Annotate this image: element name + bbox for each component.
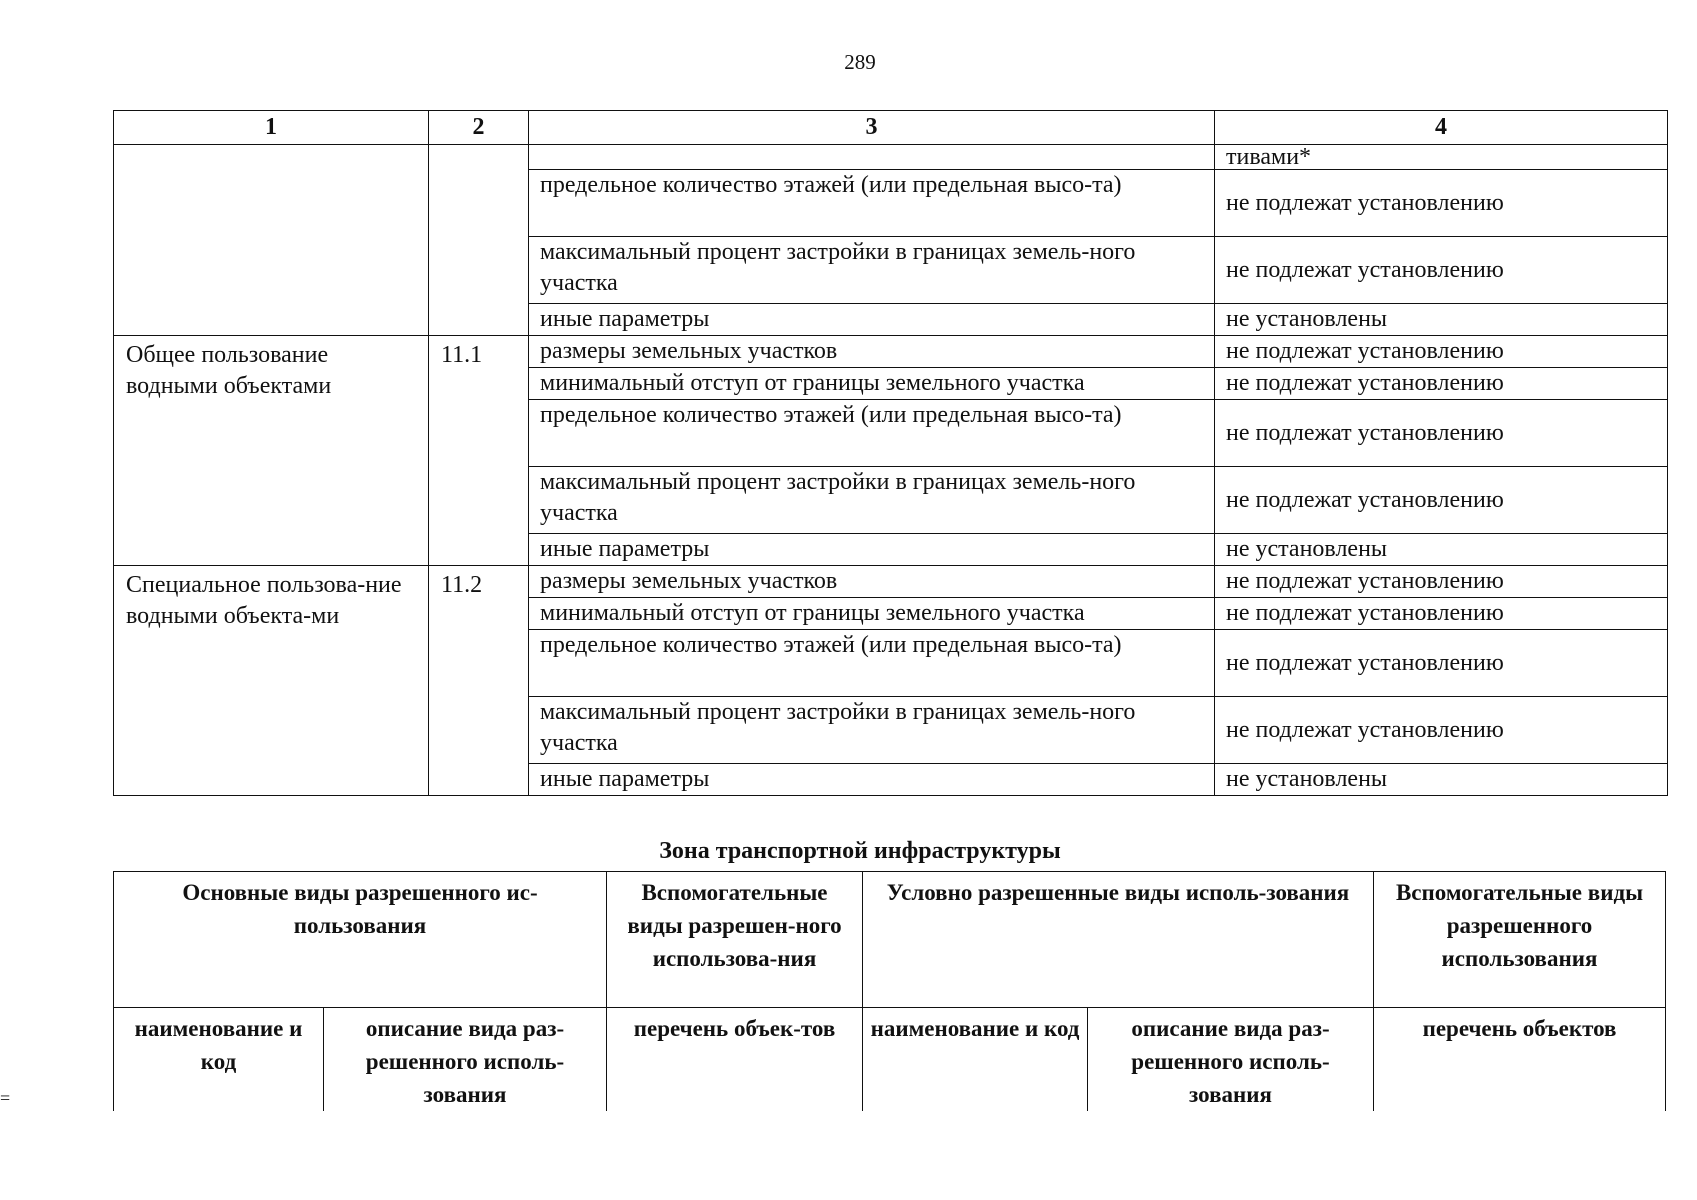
aux-uses-header: Вспомогательные виды разрешен-ного использова-ния (607, 872, 863, 1008)
column-header-2: 2 (429, 111, 529, 145)
param-cell: максимальный процент застройки в границах земель-ного участка (529, 237, 1215, 304)
value-cell: не подлежат установлению (1215, 170, 1668, 237)
basic-name-code-header: наименование и код (114, 1008, 324, 1112)
param-cell: максимальный процент застройки в границах земель-ного участка (529, 697, 1215, 764)
value-cell: не подлежат установлению (1215, 566, 1668, 598)
value-cell: не подлежат установлению (1215, 237, 1668, 304)
zone-table-header-row (114, 872, 1666, 1008)
value-cell: не подлежат установлению (1215, 630, 1668, 697)
value-cell: не установлены (1215, 764, 1668, 796)
param-cell: иные параметры (529, 304, 1215, 336)
value-cell: не установлены (1215, 304, 1668, 336)
value-cell: не подлежат установлению (1215, 467, 1668, 534)
value-cell: не установлены (1215, 534, 1668, 566)
value-cell: тивами* (1215, 145, 1668, 170)
conditional-description-header: описание вида раз-решенного исполь-зования (1088, 1008, 1374, 1112)
aux-objects-list-header: перечень объек-тов (607, 1008, 863, 1112)
param-cell: минимальный отступ от границы земельного участка (529, 368, 1215, 400)
zone-table (113, 871, 1666, 1111)
basic-description-header: описание вида раз-решенного исполь-зования (324, 1008, 607, 1112)
margin-mark: = (0, 1088, 11, 1108)
table-row (114, 336, 1668, 368)
aux-uses-header-2: Вспомогательные виды разрешенного использования (1374, 872, 1666, 1008)
value-cell: не подлежат установлению (1215, 368, 1668, 400)
page-number: 289 (844, 50, 876, 74)
zone-section-title: Зона транспортной инфраструктуры (659, 838, 1061, 864)
zone-table-subheader-row (114, 1008, 1666, 1112)
use-type-code: 11.1 (429, 336, 529, 566)
value-cell: не подлежат установлению (1215, 336, 1668, 368)
aux-objects-list-header-2: перечень объектов (1374, 1008, 1666, 1112)
use-type-name: Общее пользование водными объектами (114, 336, 429, 566)
basic-uses-header: Основные виды разрешенного ис-пользования (114, 872, 607, 1008)
conditional-uses-header: Условно разрешенные виды исполь-зования (863, 872, 1374, 1008)
param-cell: предельное количество этажей (или предельная высо-та) (529, 630, 1215, 697)
param-cell: иные параметры (529, 764, 1215, 796)
conditional-name-code-header: наименование и код (863, 1008, 1088, 1112)
param-cell: максимальный процент застройки в границах земель-ного участка (529, 467, 1215, 534)
param-cell: размеры земельных участков (529, 336, 1215, 368)
value-cell: не подлежат установлению (1215, 598, 1668, 630)
parameters-table (113, 110, 1668, 796)
use-type-name: Специальное пользова-ние водными объекта-ми (114, 566, 429, 796)
param-cell: размеры земельных участков (529, 566, 1215, 598)
param-cell: минимальный отступ от границы земельного участка (529, 598, 1215, 630)
empty-name-cell (114, 145, 429, 336)
param-cell: предельное количество этажей (или предельная высо-та) (529, 400, 1215, 467)
column-header-1: 1 (114, 111, 429, 145)
column-header-4: 4 (1215, 111, 1668, 145)
empty-param-cell (529, 145, 1215, 170)
table-row (114, 145, 1668, 170)
value-cell: не подлежат установлению (1215, 400, 1668, 467)
use-type-code: 11.2 (429, 566, 529, 796)
param-cell: предельное количество этажей (или предельная высо-та) (529, 170, 1215, 237)
table-row (114, 566, 1668, 598)
empty-code-cell (429, 145, 529, 336)
value-cell: не подлежат установлению (1215, 697, 1668, 764)
param-cell: иные параметры (529, 534, 1215, 566)
parameters-table-header-row (114, 111, 1668, 145)
column-header-3: 3 (529, 111, 1215, 145)
